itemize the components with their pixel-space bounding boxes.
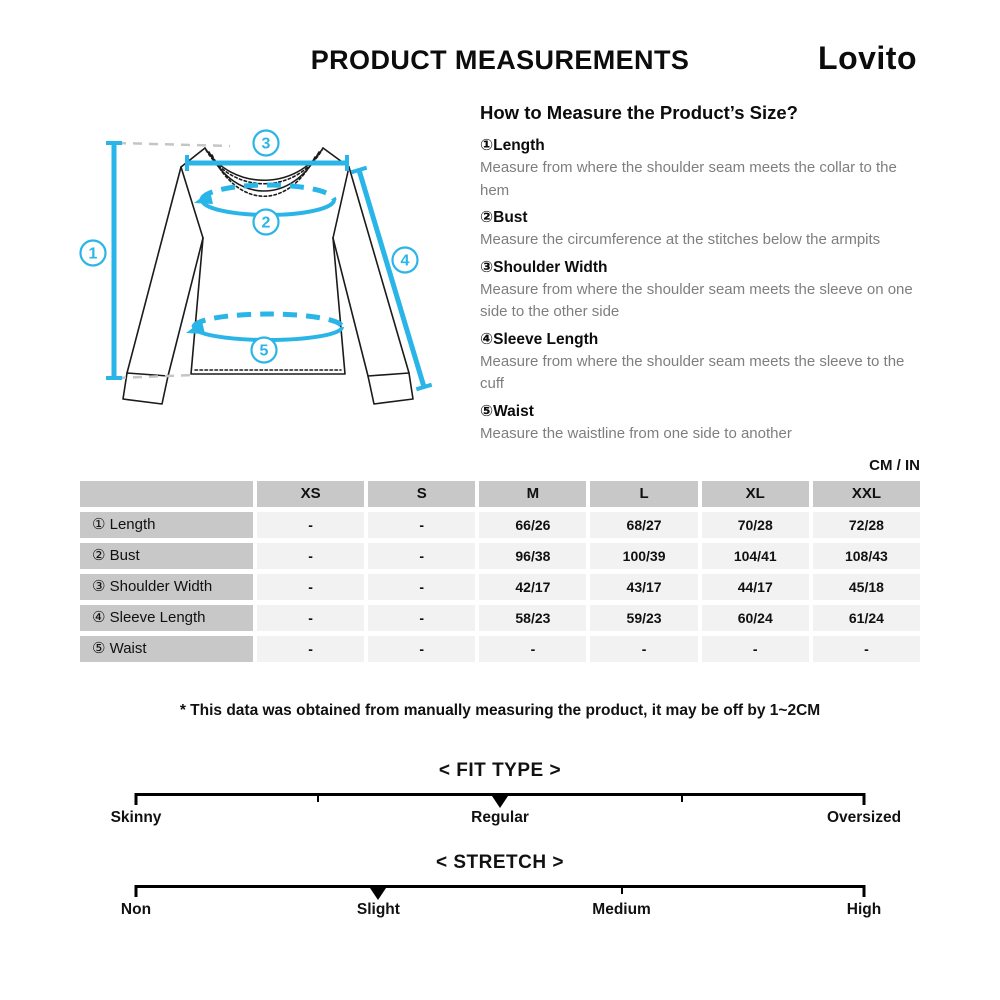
size-value: 44/17: [702, 574, 809, 600]
guide-item-length: [480, 135, 927, 202]
column-header-s: S: [368, 481, 475, 507]
guide-item-label: ②Bust: [480, 209, 528, 226]
scale-track: [120, 885, 882, 931]
size-value: -: [368, 605, 475, 631]
guide-item-desc: Measure from where the shoulder seam meets the sleeve to the cuff: [480, 352, 905, 392]
guide-item-waist: [480, 401, 927, 446]
sweater-measurement-illustration: [60, 110, 480, 440]
table-corner-cell: [80, 481, 253, 507]
row-label-shoulder-width: ③ Shoulder Width: [80, 574, 253, 600]
scale-tick: [135, 793, 138, 805]
garment-diagram: [60, 110, 480, 440]
size-value: -: [368, 636, 475, 662]
size-value: -: [257, 605, 364, 631]
size-value: 100/39: [590, 543, 697, 569]
guide-item-label: ③Shoulder Width: [480, 258, 608, 276]
scale-tick: [135, 885, 138, 897]
size-value: -: [257, 543, 364, 569]
size-value: 59/23: [590, 605, 697, 631]
guide-item-shoulder-width: [480, 257, 927, 324]
guide-heading: How to Measure the Product’s Size?: [480, 102, 798, 123]
scale-tick: [317, 793, 319, 802]
guide-item-bust: [480, 207, 927, 252]
size-value: 68/27: [590, 512, 697, 538]
unit-label: CM / IN: [869, 457, 920, 474]
size-value: 104/41: [702, 543, 809, 569]
column-header-xxl: XXL: [813, 481, 920, 507]
size-value: 96/38: [479, 543, 586, 569]
scale-tick: [863, 793, 866, 805]
brand-logo: Lovito: [818, 40, 917, 76]
scale-track: [110, 793, 902, 839]
size-value: 61/24: [813, 605, 920, 631]
scale-label-non: Non: [120, 901, 152, 918]
row-label-bust: ② Bust: [80, 543, 253, 569]
size-value: -: [368, 543, 475, 569]
badge-3-number: 3: [261, 135, 271, 153]
size-value: 45/18: [813, 574, 920, 600]
guide-items: [480, 135, 927, 445]
size-value: 72/28: [813, 512, 920, 538]
row-label-sleeve-length: ④ Sleeve Length: [80, 605, 253, 631]
guide-item-sleeve-length: [480, 329, 927, 396]
guide-item-desc: Measure from where the shoulder seam meets the collar to the hem: [480, 159, 897, 199]
badge-2-number: 2: [261, 214, 271, 232]
bust-measure-ellipse: [202, 185, 334, 200]
size-value: 60/24: [702, 605, 809, 631]
column-header-xl: XL: [702, 481, 809, 507]
badge-1-number: 1: [88, 245, 98, 263]
badge-5-number: 5: [259, 342, 269, 360]
size-value: -: [257, 636, 364, 662]
size-value: 43/17: [590, 574, 697, 600]
scale-tick: [863, 885, 866, 897]
scale-label-skinny: Skinny: [110, 809, 162, 826]
scale-label-slight: Slight: [356, 901, 400, 918]
size-value: -: [479, 636, 586, 662]
guide-item-desc: Measure the circumference at the stitches below the armpits: [480, 231, 881, 248]
column-header-xs: XS: [257, 481, 364, 507]
stretch-scale: [0, 852, 1000, 931]
scale-marker-icon: [492, 796, 508, 808]
size-value: 42/17: [479, 574, 586, 600]
scale-title: < FIT TYPE >: [438, 760, 562, 781]
scale-tick: [681, 793, 683, 802]
row-label-waist: ⑤ Waist: [80, 636, 253, 662]
guide-item-desc: Measure from where the shoulder seam meets the sleeve on one side to the other side: [480, 280, 913, 320]
size-value: -: [813, 636, 920, 662]
scale-label-oversized: Oversized: [826, 809, 902, 826]
size-value: -: [368, 512, 475, 538]
scale-marker-icon: [370, 888, 386, 900]
size-value: 70/28: [702, 512, 809, 538]
size-value: 58/23: [479, 605, 586, 631]
page-title: PRODUCT MEASUREMENTS: [310, 45, 690, 75]
disclaimer-note: * This data was obtained from manually measuring the product, it may be off by 1~2CM: [179, 702, 821, 719]
guide-item-label: ④Sleeve Length: [480, 330, 599, 348]
waist-measure-ellipse: [194, 314, 342, 327]
row-label-length: ① Length: [80, 512, 253, 538]
size-value: -: [368, 574, 475, 600]
scale-label-regular: Regular: [471, 809, 529, 826]
size-value: 108/43: [813, 543, 920, 569]
size-value: -: [590, 636, 697, 662]
how-to-measure-guide: [480, 102, 927, 445]
fit-type-scale: [0, 760, 1000, 839]
size-table: [80, 481, 920, 662]
size-value: -: [702, 636, 809, 662]
scale-label-medium: Medium: [592, 901, 651, 918]
scale-tick: [621, 885, 623, 894]
guide-item-label: ①Length: [480, 137, 545, 154]
column-header-m: M: [479, 481, 586, 507]
size-value: -: [257, 512, 364, 538]
sleeve-measure-line: [359, 170, 424, 387]
badge-4-number: 4: [400, 252, 410, 270]
guide-item-desc: Measure the waistline from one side to another: [480, 424, 792, 442]
scale-label-high: High: [846, 901, 882, 918]
guide-item-label: ⑤Waist: [480, 402, 534, 420]
column-header-l: L: [590, 481, 697, 507]
size-value: -: [257, 574, 364, 600]
leader-lines: [117, 143, 230, 378]
size-value: 66/26: [479, 512, 586, 538]
scale-title: < STRETCH >: [436, 852, 564, 873]
measure-arrows: [186, 191, 213, 334]
